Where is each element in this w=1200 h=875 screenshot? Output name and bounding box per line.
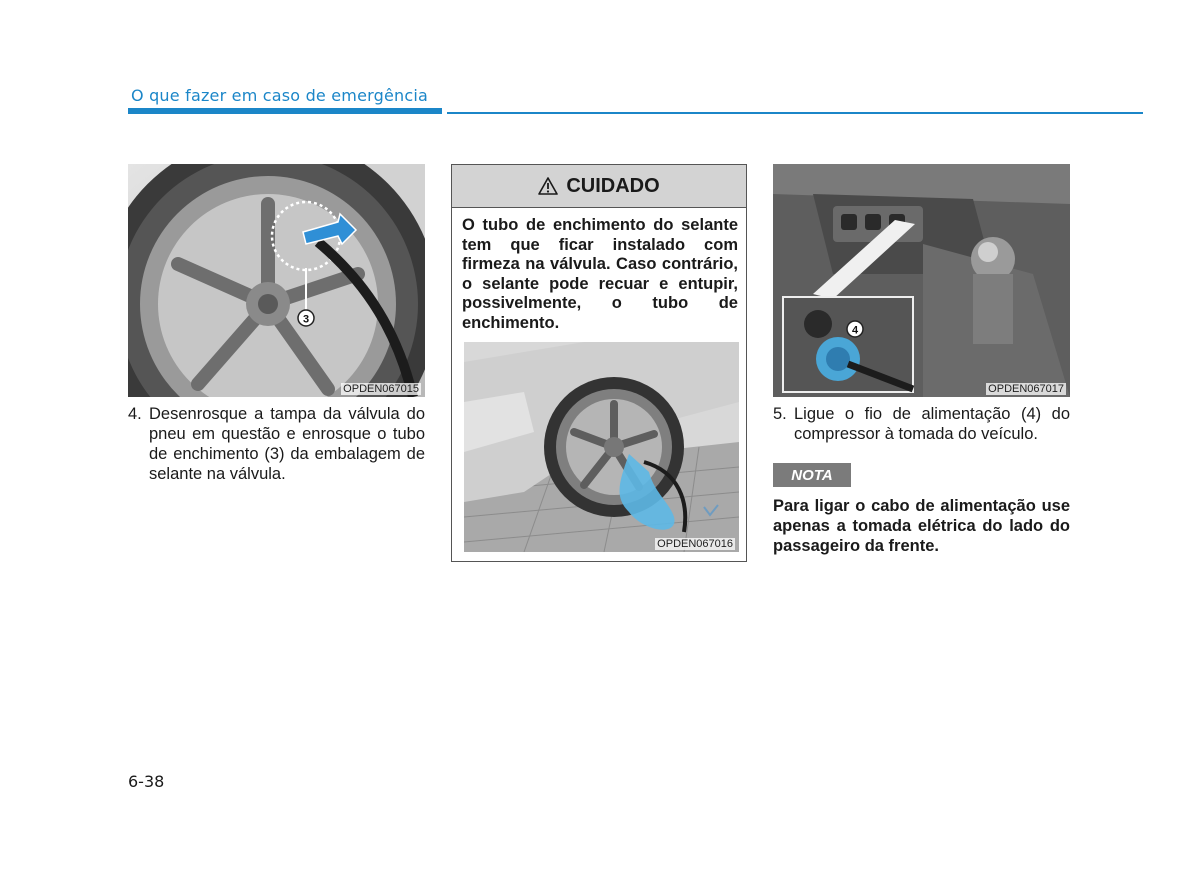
step-text: Desenrosque a tampa da válvula do pneu em questão e enrosque o tubo de enchimento (3) da embalagem de selante na válvula. — [149, 405, 425, 483]
figure-wheel-valve — [128, 164, 425, 397]
header-rule-thick — [128, 108, 442, 114]
nota-text: Para ligar o cabo de alimentação use apenas a tomada elétrica do lado do passageiro da frente. — [773, 497, 1070, 555]
header-rule-thin — [447, 112, 1143, 114]
step-number: 4. — [128, 405, 142, 423]
figure-power-socket — [773, 164, 1070, 397]
nota-badge: NOTA — [773, 463, 851, 487]
step-number: 5. — [773, 405, 787, 423]
power-socket-illustration — [773, 164, 1070, 397]
figure-code: OPDEN067017 — [988, 383, 1064, 395]
figure-sealant-leak — [464, 342, 739, 552]
caution-text: O tubo de enchimento do selante tem que ficar instalado com firmeza na válvula. Caso contrário, o selante pode recuar e entupir, possivelmente, o tubo de enchimento. — [462, 216, 738, 332]
sealant-leak-illustration — [464, 342, 739, 552]
caution-box — [451, 164, 747, 562]
step-text: Ligue o fio de alimentação (4) do compressor à tomada do veículo. — [794, 405, 1070, 443]
figure-code: OPDEN067016 — [657, 538, 733, 550]
caution-header — [452, 165, 746, 208]
section-title: O que fazer em caso de emergência — [131, 86, 429, 105]
callout-3-label: 3 — [302, 313, 310, 326]
page-number: 6-38 — [128, 772, 165, 791]
caution-title: CUIDADO — [566, 174, 660, 197]
warning-triangle-icon — [538, 177, 558, 195]
callout-4-label: 4 — [851, 324, 859, 337]
step-5 — [773, 404, 1070, 444]
step-4 — [128, 404, 425, 484]
wheel-valve-illustration — [128, 164, 425, 397]
figure-code: OPDEN067015 — [343, 383, 419, 395]
